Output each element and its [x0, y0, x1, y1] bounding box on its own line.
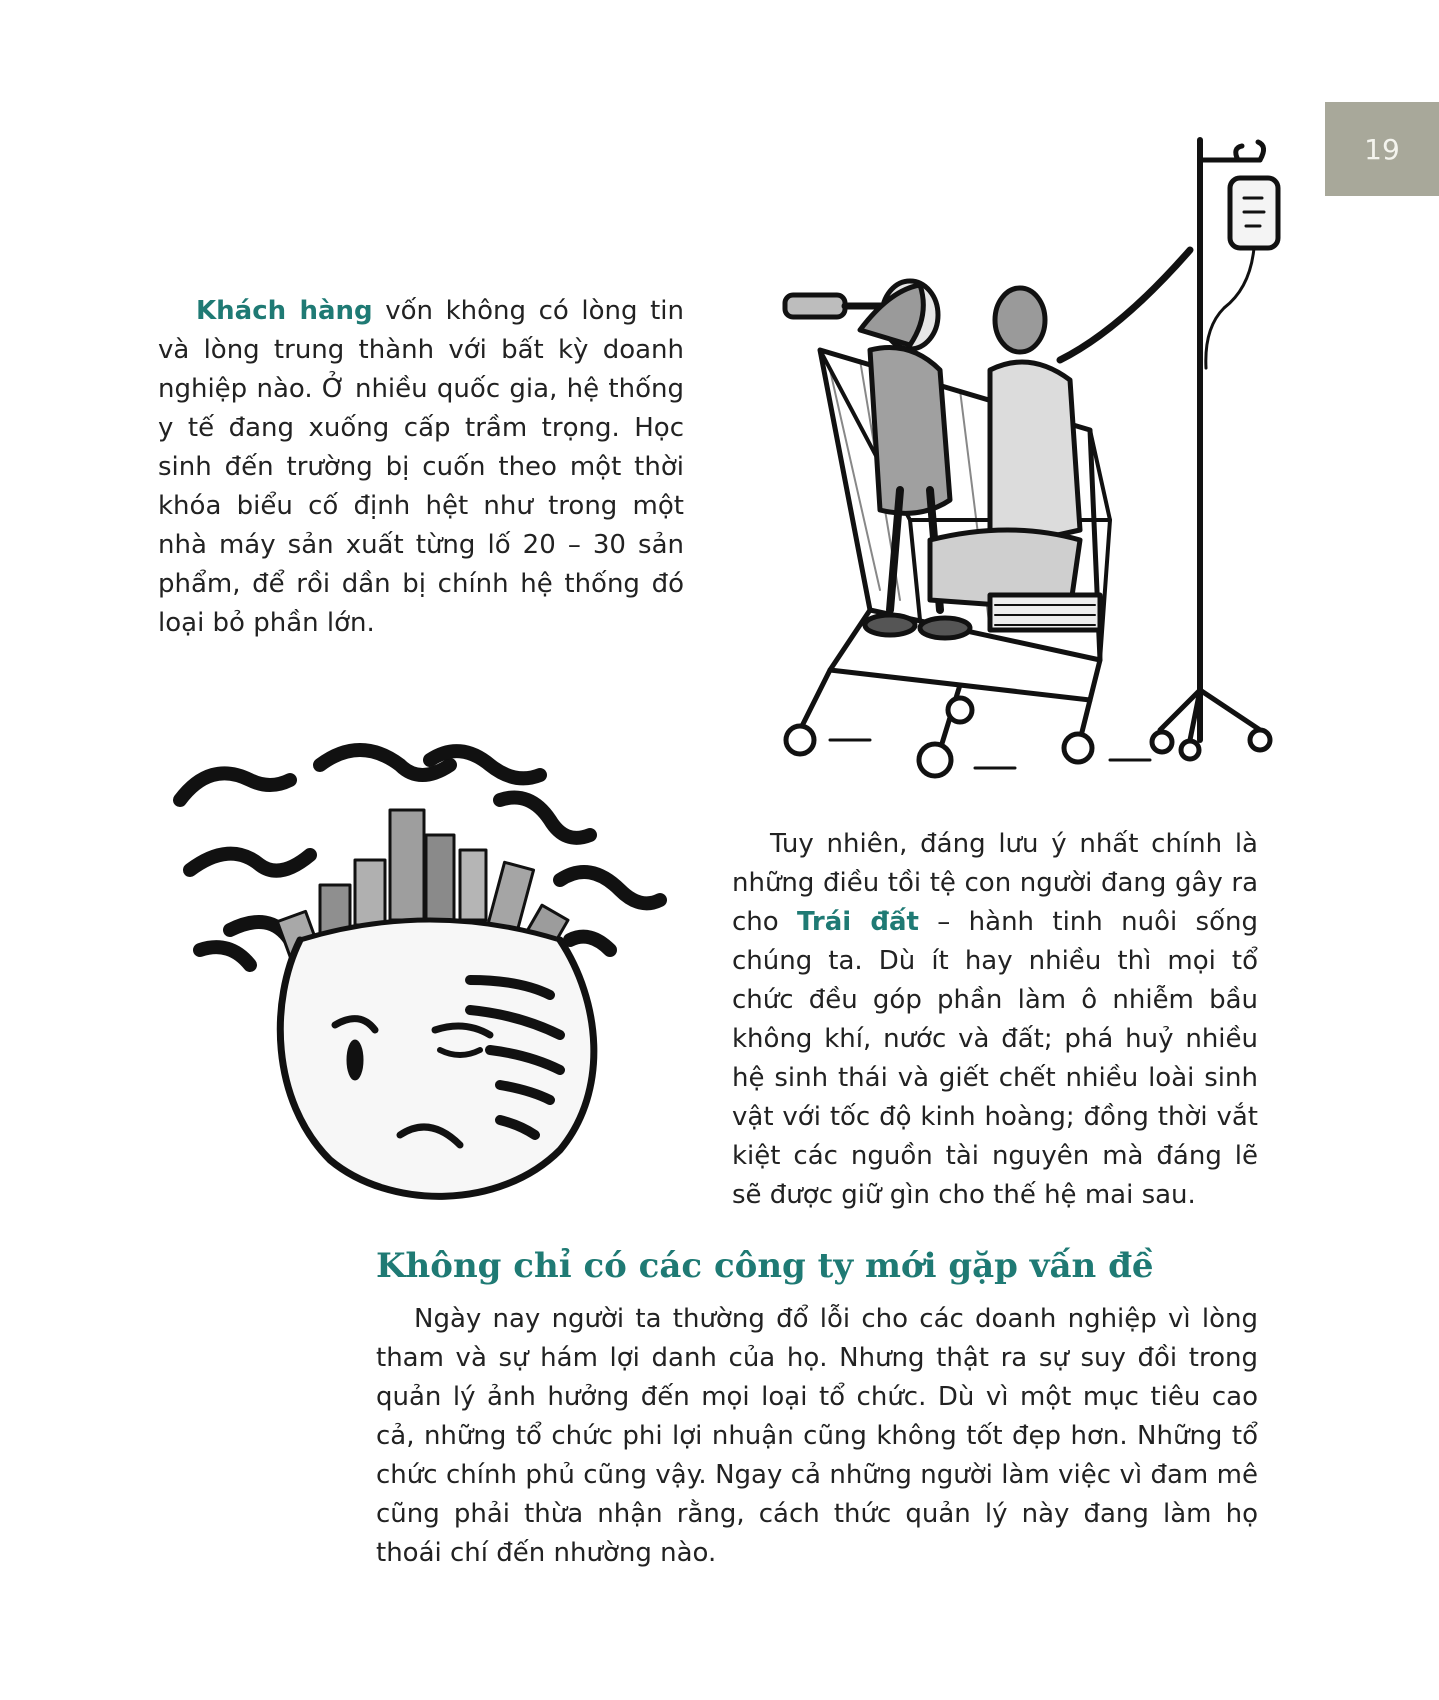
page-number-tab [1325, 102, 1439, 196]
paragraph-earth-text-before: Tuy nhiên, đáng lưu ý nhất chính là những điều tồi tệ con người đang gây ra cho [732, 829, 1258, 937]
sad-head-city-illustration [170, 740, 690, 1230]
paragraph-earth [732, 825, 1258, 1215]
term-earth: Trái đất [797, 907, 919, 937]
paragraph-customers [158, 292, 684, 643]
paragraph-earth-text-after: – hành tinh nuôi sống chúng ta. Dù ít hay nhiều thì mọi tổ chức đều góp phần làm ô nhiễm bầu không khí, nước và đất; phá huỷ nhiều hệ sinh thái và giết chết nhiều loài sinh vật với tốc độ kinh hoàng; đồng thời vắt kiệt các nguồn tài nguyên mà đáng lẽ sẽ được giữ gìn cho thế hệ mai sau. [732, 907, 1258, 1210]
term-customers: Khách hàng [196, 296, 373, 326]
paragraph-customers-text: vốn không có lòng tin và lòng trung thành với bất kỳ doanh nghiệp nào. Ở nhiều quốc gia, hệ thống y tế đang xuống cấp trầm trọng. Học sinh đến trường bị cuốn theo một thời khóa biểu cố định hệt như trong một nhà máy sản xuất từng lố 20 – 30 sản phẩm, để rồi dần bị chính hệ thống đó loại bỏ phần lớn. [158, 296, 684, 638]
section-paragraph: Ngày nay người ta thường đổ lỗi cho các doanh nghiệp vì lòng tham và sự hám lợi danh của họ. Nhưng thật ra sự suy đồi trong quản lý ảnh hưởng đến mọi loại tổ chức. Dù vì một mục tiêu cao cả, những tổ chức phi lợi nhuận cũng không tốt đẹp hơn. Những tổ chức chính phủ cũng vậy. Ngay cả những người làm việc vì đam mê cũng phải thừa nhận rằng, cách thức quản lý này đang làm họ thoái chí đến nhường nào. [376, 1304, 1258, 1568]
section-heading: Không chỉ có các công ty mới gặp vấn đề [376, 1246, 1154, 1286]
shopping-cart-patients-illustration [760, 100, 1300, 790]
page-number: 19 [1364, 132, 1400, 166]
